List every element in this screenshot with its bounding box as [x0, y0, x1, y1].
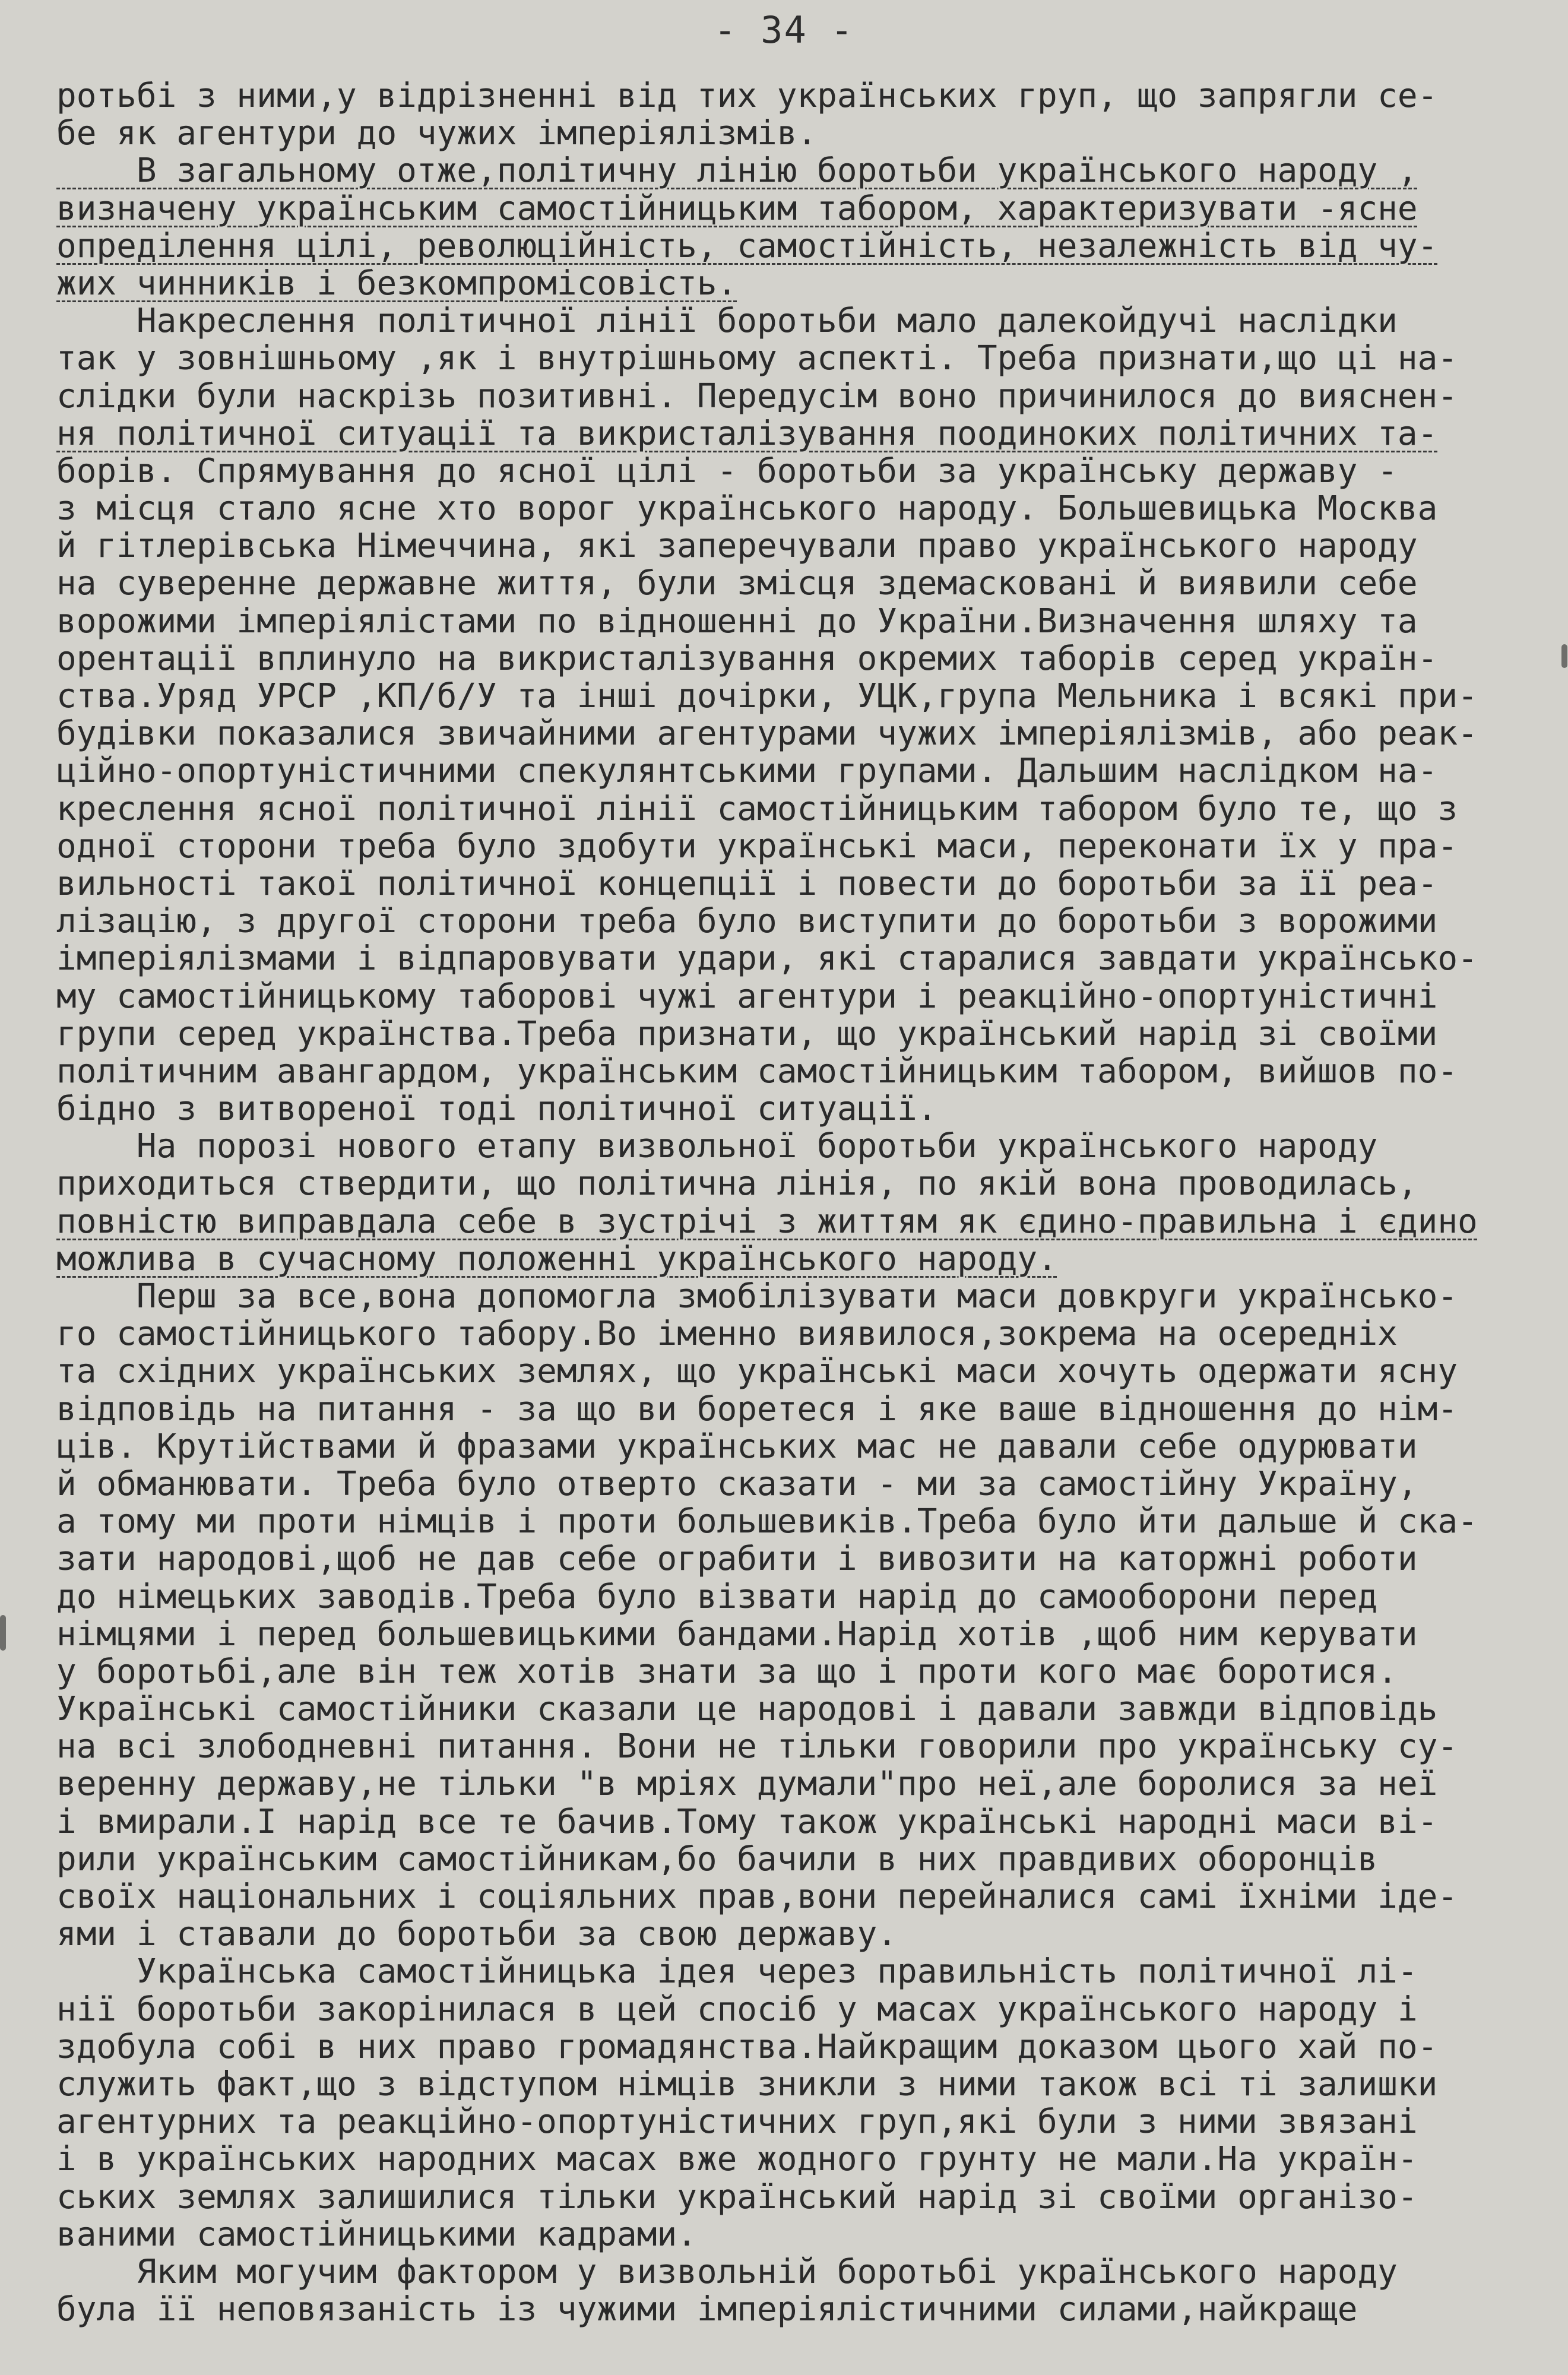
text-line: агентурних та реакційно-опортуністичних груп,які були з ними звязані	[56, 2102, 1418, 2142]
text-line: го самостійницького табору.Во іменно виявилося,зокрема на осередніх	[56, 1315, 1398, 1354]
text-line: бідно з витвореної тоді політичної ситуації.	[56, 1090, 937, 1129]
text-line: му самостійницькому таборові чужі агентури і реакційно-опортуністичні	[56, 977, 1438, 1016]
margin-mark	[1561, 644, 1567, 668]
text-line: На порозі нового етапу визвольної боротьби українського народу	[56, 1127, 1378, 1166]
body-text	[56, 77, 1517, 2328]
text-line: і в українських народних масах вже жодного грунту не мали.На україн-	[56, 2140, 1418, 2179]
text-line: до німецьких заводів.Треба було візвати нарід до самооборони перед	[56, 1577, 1378, 1616]
text-line: ваними самостійницькими кадрами.	[56, 2215, 697, 2254]
text-line: бе як агентури до чужих імперіялізмів.	[56, 114, 818, 153]
text-line: вильності такої політичної концепції і повести до боротьби за її реа-	[56, 864, 1438, 903]
text-line: борів. Спрямування до ясної цілі - боротьби за українську державу -	[56, 451, 1398, 490]
text-line: орентації вплинуло на викристалізування окремих таборів серед україн-	[56, 639, 1438, 678]
text-line: В загальному отже,політичну лінію боротьби українського народу ,	[56, 151, 1418, 191]
text-line: Українська самостійницька ідея через правильність політичної лі-	[56, 1952, 1418, 1991]
text-line: ворожими імперіялістами по відношенні до України.Визначення шляху та	[56, 601, 1418, 641]
text-line: ня політичної ситуації та викристалізування поодиноких політичних та-	[56, 414, 1438, 453]
text-line: веренну державу,не тільки "в мріях думали"про неї,але боролися за неї	[56, 1765, 1438, 1804]
text-line: була її неповязаність із чужими імперіялістичними силами,найкраще	[56, 2290, 1358, 2329]
text-line: групи серед українства.Треба признати, що український нарід зі своїми	[56, 1014, 1438, 1053]
text-line: ційно-опортуністичними спекулянтськими групами. Дальшим наслідком на-	[56, 752, 1438, 791]
text-line: політичним авангардом, українським самостійницьким табором, вийшов по-	[56, 1052, 1458, 1091]
text-line: слідки були наскрізь позитивні. Передусім воно причинилося до вияснен-	[56, 376, 1458, 416]
text-line: лізацію, з другої сторони треба було виступити до боротьби з ворожими	[56, 902, 1438, 941]
text-line: одної сторони треба було здобути українські маси, переконати їх у пра-	[56, 826, 1458, 866]
text-line: зати народові,щоб не дав себе ограбити і вивозити на каторжні роботи	[56, 1540, 1418, 1579]
text-line: ства.Уряд УРСР ,КП/б/У та інші дочірки, УЦК,група Мельника і всякі при-	[56, 677, 1478, 715]
margin-mark	[0, 1615, 6, 1651]
text-line: своїх національних і соціяльних прав,вони перейналися самі їхніми іде-	[56, 1877, 1458, 1916]
text-line: з місця стало ясне хто ворог українського народу. Большевицька Москва	[56, 489, 1438, 528]
text-line: ських землях залишилися тільки український нарід зі своїми організо-	[56, 2177, 1418, 2216]
text-line: Яким могучим фактором у визвольній боротьбі українського народу	[56, 2252, 1398, 2291]
text-line: Перш за все,вона допомогла змобілізувати маси довкруги українсько-	[56, 1277, 1458, 1316]
text-line: у боротьбі,але він теж хотів знати за що і проти кого має боротися.	[56, 1652, 1398, 1691]
text-line: на суверенне державне життя, були змісця здемасковані й виявили себе	[56, 564, 1418, 603]
text-line: імперіялізмами і відпаровувати удари, які старалися завдати українсько-	[56, 939, 1478, 978]
text-line: здобула собі в них право громадянства.Найкращим доказом цього хай по-	[56, 2027, 1438, 2066]
text-line: креслення ясної політичної лінії самостійницьким табором було те, що з	[56, 789, 1458, 828]
text-line: й обманювати. Треба було отверто сказати - ми за самостійну Україну,	[56, 1464, 1418, 1503]
text-line: повністю виправдала себе в зустрічі з життям як єдино-правильна і єдино	[56, 1202, 1478, 1241]
text-line: опреділення цілі, революційність, самостійність, незалежність від чу-	[56, 226, 1438, 265]
text-line: і вмирали.І нарід все те бачив.Тому також українські народні маси ві-	[56, 1802, 1438, 1841]
text-line: на всі злободневні питання. Вони не тільки говорили про українську су-	[56, 1727, 1458, 1766]
text-line: так у зовнішньому ,як і внутрішньому аспекті. Треба признати,що ці на-	[56, 339, 1458, 378]
text-line: служить факт,що з відступом німців зникли з ними також всі ті залишки	[56, 2064, 1438, 2104]
page-number: - 34 -	[714, 8, 854, 52]
text-line: й гітлерівська Німеччина, які заперечували право українського народу	[56, 527, 1418, 566]
text-line: жих чинників і безкомпромісовість.	[56, 264, 737, 303]
text-line: ями і ставали до боротьби за свою державу.	[56, 1915, 898, 1954]
text-line: ців. Крутійствами й фразами українських мас не давали себе одурювати	[56, 1427, 1418, 1466]
text-line: рили українським самостійникам,бо бачили в них правдивих оборонців	[56, 1839, 1378, 1879]
text-line: можлива в сучасному положенні українського народу.	[56, 1239, 1057, 1278]
text-line: відповідь на питання - за що ви боретеся і яке ваше відношення до нім-	[56, 1389, 1458, 1429]
text-line: приходиться ствердити, що політична лінія, по якій вона проводилась,	[56, 1164, 1418, 1204]
text-line: нії боротьби закорінилася в цей спосіб у масах українського народу і	[56, 1990, 1418, 2029]
text-line: будівки показалися звичайними агентурами чужих імперіялізмів, або реак-	[56, 714, 1478, 753]
text-line: визначену українським самостійницьким табором, характеризувати -ясне	[56, 189, 1418, 228]
text-line: німцями і перед большевицькими бандами.Нарід хотів ,щоб ним керувати	[56, 1614, 1418, 1654]
text-line: ротьбі з ними,у відрізненні від тих українських груп, що запрягли се-	[56, 77, 1438, 115]
text-line: Українські самостійники сказали це народові і давали завжди відповідь	[56, 1690, 1438, 1729]
text-line: Накреслення політичної лінії боротьби мало далекойдучі наслідки	[56, 302, 1398, 341]
text-line: а тому ми проти німців і проти большевиків.Треба було йти дальше й ска-	[56, 1502, 1478, 1541]
text-line: та східних українських землях, що українські маси хочуть одержати ясну	[56, 1352, 1458, 1391]
